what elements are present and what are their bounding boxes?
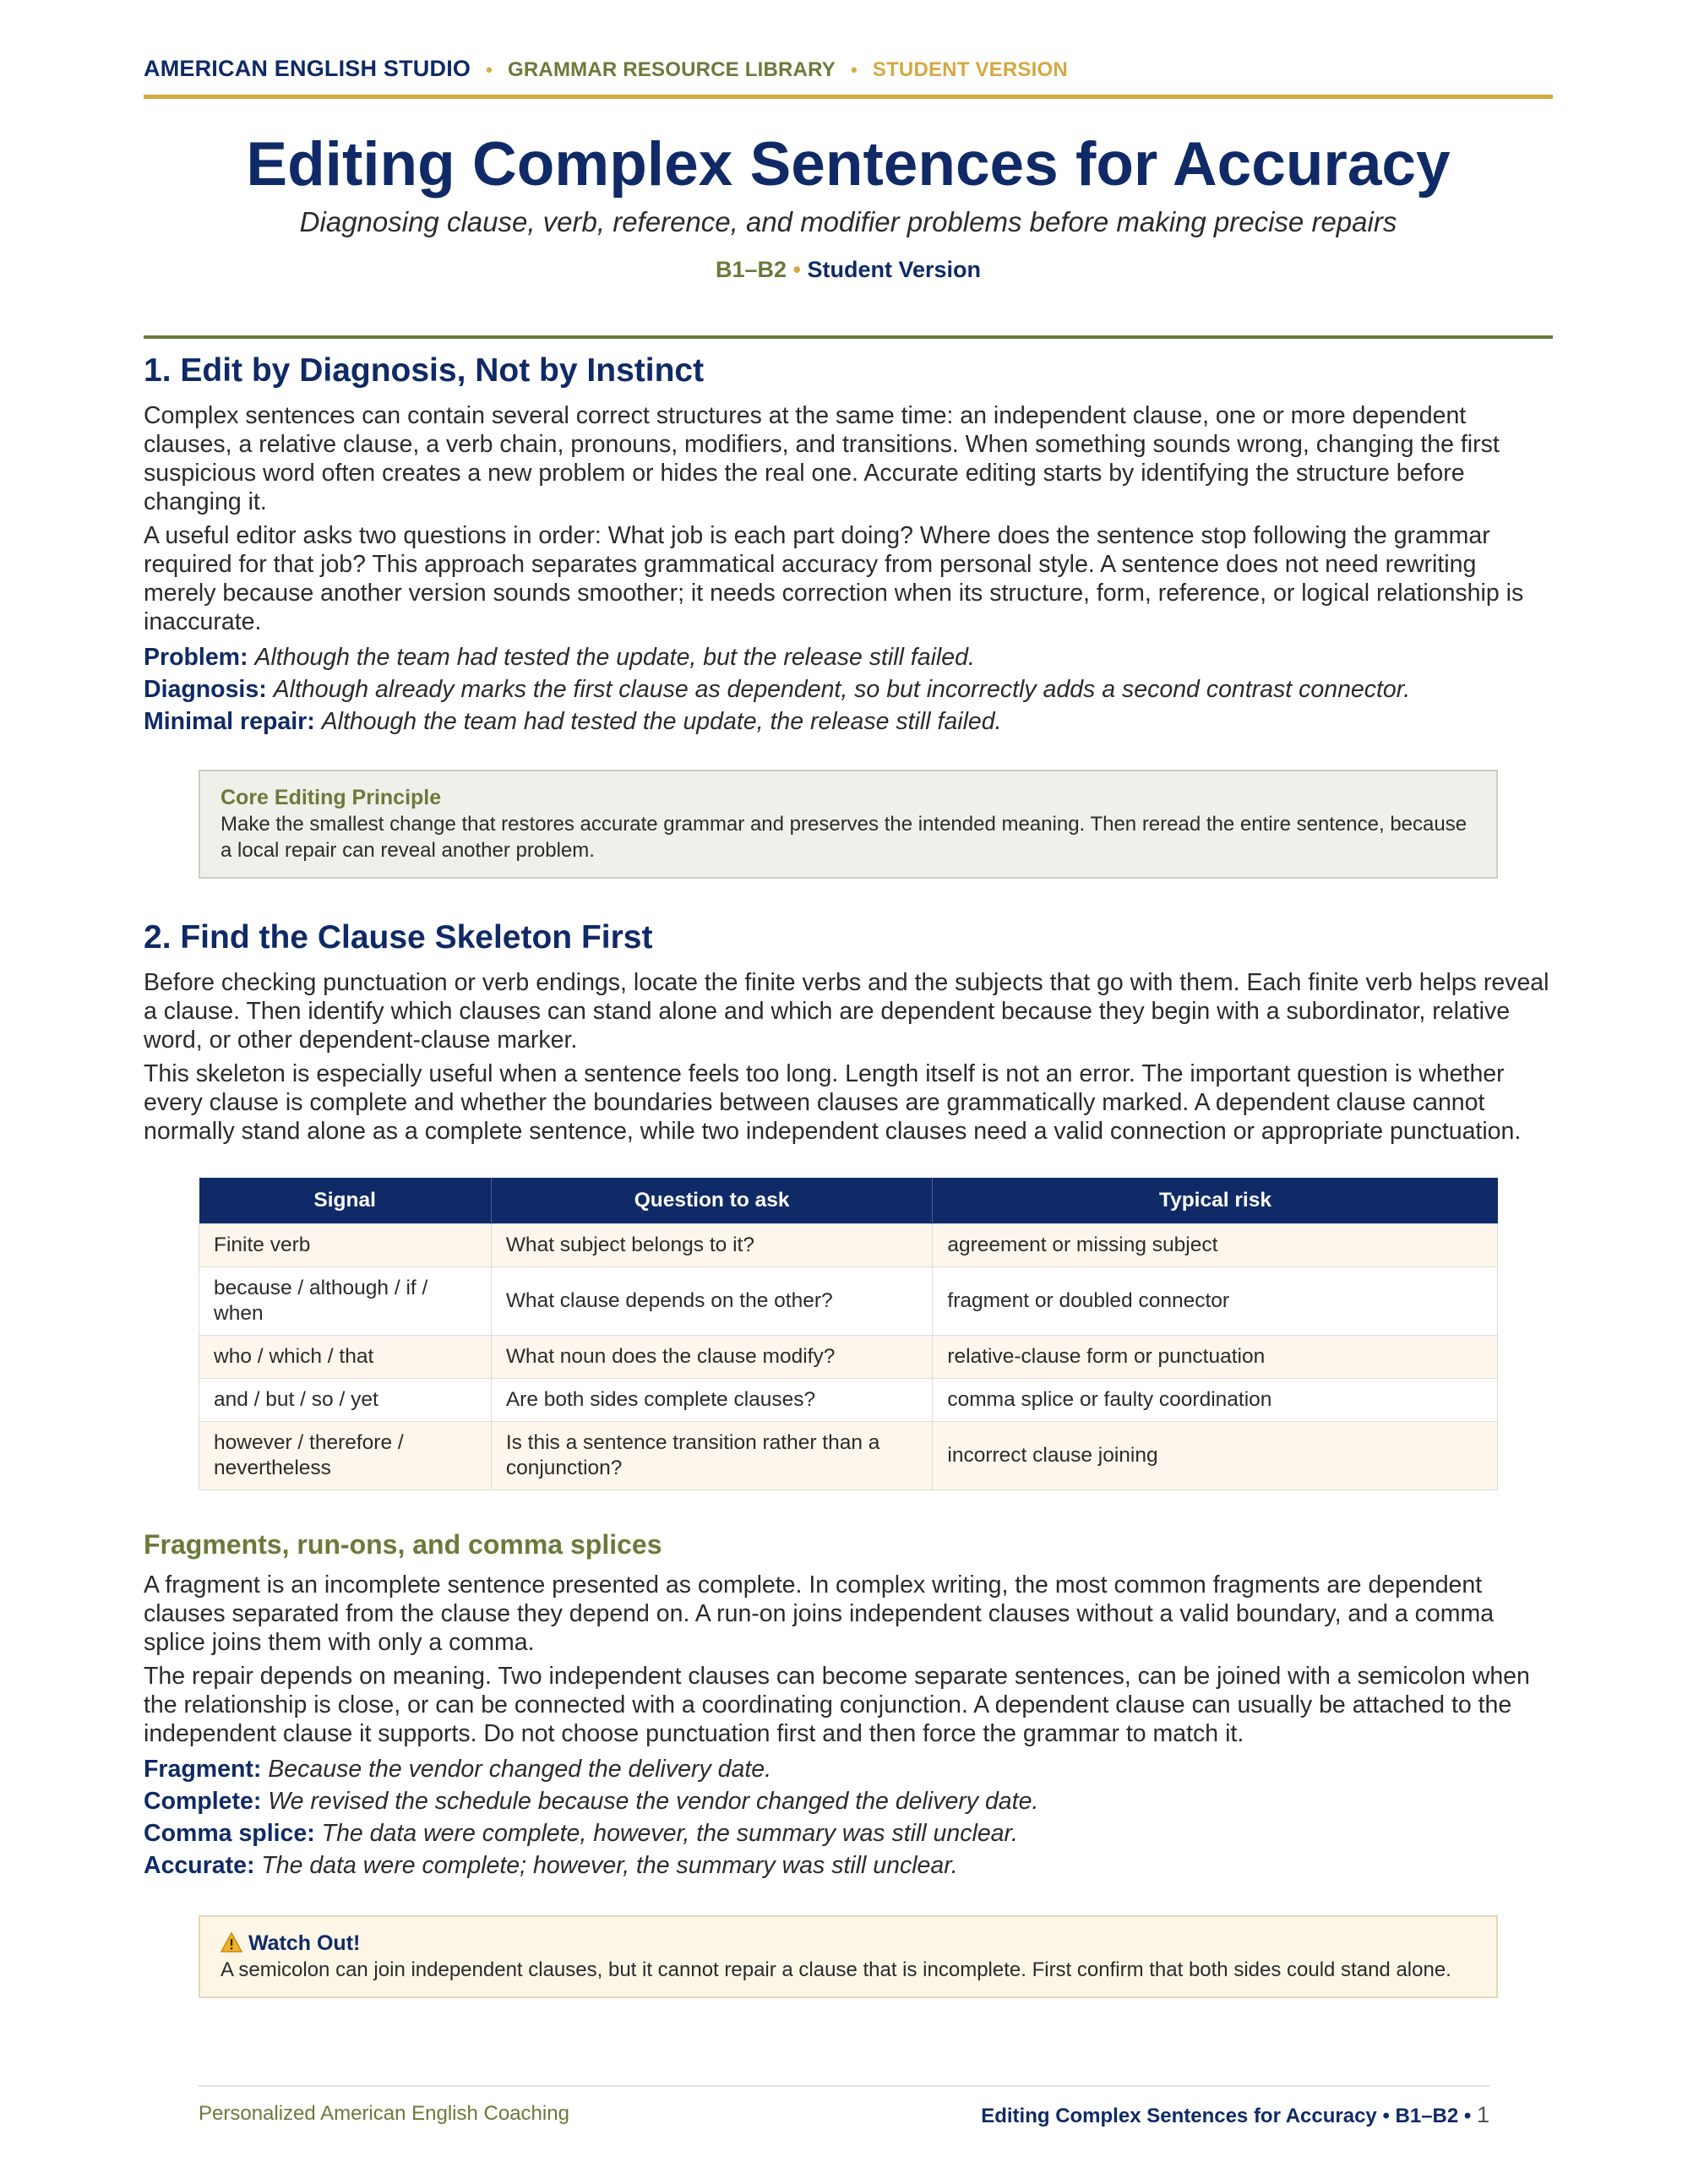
example-text: The data were complete, however, the summary was still unclear.: [321, 1819, 1018, 1847]
example-label: Comma splice:: [144, 1819, 315, 1847]
table-cell: relative-clause form or punctuation: [933, 1335, 1498, 1378]
paragraph: A fragment is an incomplete sentence presented as complete. In complex writing, the most common fragments are dependent clauses separated from the clause they depend on. A run-on joins independent clauses without a valid boundary, and a comma splice joins them with only a comma.: [144, 1571, 1495, 1656]
level-version: Student Version: [807, 256, 982, 282]
table-cell: Are both sides complete clauses?: [491, 1378, 933, 1421]
footer-title: Editing Complex Sentences for Accuracy • B1–B2 •: [981, 2105, 1472, 2127]
example-text: Although already marks the first clause as dependent, so but incorrectly adds a second contrast connector.: [273, 675, 1411, 703]
section-1-heading: 1. Edit by Diagnosis, Not by Instinct: [144, 351, 705, 389]
example-text: Although the team had tested the update, but the release still failed.: [254, 643, 975, 671]
page-footer: [199, 2085, 1489, 2127]
table-header-row: [199, 1178, 1498, 1224]
example-line: [144, 1849, 1553, 1882]
table-row: [199, 1378, 1498, 1421]
column-header: Typical risk: [933, 1178, 1498, 1224]
library-name: GRAMMAR RESOURCE LIBRARY: [508, 58, 836, 81]
paragraph: This skeleton is especially useful when a sentence feels too long. Length itself is not an error. The important question is whether every clause is complete and whether the boundaries between clauses are grammatically marked. A dependent clause cannot normally stand alone as a complete sentence, while two independent clauses need a valid connection or appropriate punctuation.: [144, 1059, 1522, 1145]
page-title: Editing Complex Sentences for Accuracy: [246, 130, 1451, 199]
paragraph: The repair depends on meaning. Two independent clauses can become separate sentences, can be joined with a semicolon when the relationship is close, or can be connected with a coordinating conjunction. A dependent clause can usually be attached to the independent clause it supports. Do not choose punctuation first and then force the grammar to match it.: [144, 1662, 1530, 1747]
masthead: [144, 56, 1553, 99]
example-text: The data were complete; however, the summary was still unclear.: [261, 1851, 958, 1879]
table-cell: Is this a sentence transition rather than a conjunction?: [491, 1421, 933, 1490]
paragraph: A useful editor asks two questions in order: What job is each part doing? Where does the sentence stop following the grammar required for that job? This approach separates grammatical accuracy from personal style. A sentence does not need rewriting merely because another version sounds smoother; it needs correction when its structure, form, reference, or logical relationship is inaccurate.: [144, 521, 1524, 635]
paragraph: Complex sentences can contain several correct structures at the same time: an independent clause, one or more dependent clauses, a relative clause, a verb chain, pronouns, modifiers, and transitions. When something sounds wrong, changing the first suspicious word often creates a new problem or hides the real one. Accurate editing starts by identifying the structure before changing it.: [144, 401, 1500, 515]
footer-left: Personalized American English Coaching: [199, 2102, 569, 2125]
example-label: Accurate:: [144, 1851, 255, 1879]
table-cell: What subject belongs to it?: [491, 1223, 933, 1266]
example-line: [144, 641, 1553, 673]
table-cell: because / although / if / when: [199, 1266, 492, 1335]
example-label: Problem:: [144, 643, 248, 671]
warning-title: Watch Out!: [248, 1931, 361, 1955]
level-separator: •: [792, 256, 801, 282]
example-line: [144, 705, 1553, 738]
table-cell: who / which / that: [199, 1335, 492, 1378]
table-row: [199, 1266, 1498, 1335]
table-row: [199, 1335, 1498, 1378]
document-page: [144, 0, 1553, 1998]
page-number: 1: [1476, 2102, 1489, 2127]
masthead-separator: •: [850, 59, 858, 80]
example-label: Complete:: [144, 1787, 262, 1815]
table-cell: incorrect clause joining: [933, 1421, 1498, 1490]
table-row: [199, 1223, 1498, 1266]
example-label: Minimal repair:: [144, 707, 315, 735]
example-label: Fragment:: [144, 1755, 262, 1783]
column-header: Signal: [199, 1178, 492, 1224]
example-text: Although the team had tested the update, the release still failed.: [321, 707, 1002, 735]
example-line: [144, 1753, 1553, 1785]
example-text: Because the vendor changed the delivery date.: [268, 1755, 772, 1783]
table-cell: fragment or doubled connector: [933, 1266, 1498, 1335]
table-cell: agreement or missing subject: [933, 1223, 1498, 1266]
warning-icon: [221, 1932, 242, 1953]
example-text: We revised the schedule because the vendor changed the delivery date.: [268, 1787, 1039, 1815]
table-cell: What clause depends on the other?: [491, 1266, 933, 1335]
level-range: B1–B2: [715, 256, 787, 282]
table-cell: Finite verb: [199, 1223, 492, 1266]
warning-title-line: [221, 1931, 1476, 1957]
principle-text: Make the smallest change that restores accurate grammar and preserves the intended meaning. Then reread the entire sentence, because a local repair can reveal another problem.: [221, 812, 1467, 862]
table-cell: comma splice or faulty coordination: [933, 1378, 1498, 1421]
level-line: [144, 257, 1553, 283]
page-subtitle: Diagnosing clause, verb, reference, and modifier problems before making precise repairs: [299, 205, 1397, 237]
masthead-separator: •: [486, 59, 493, 80]
version-label: STUDENT VERSION: [872, 58, 1068, 81]
column-header: Question to ask: [491, 1178, 933, 1224]
warning-box: [199, 1915, 1498, 1998]
section-2-heading: 2. Find the Clause Skeleton First: [144, 918, 653, 956]
example-line: [144, 1817, 1553, 1849]
brand-name: AMERICAN ENGLISH STUDIO: [144, 56, 471, 81]
principle-box: [199, 770, 1498, 879]
paragraph: Before checking punctuation or verb endings, locate the finite verbs and the subjects that go with them. Each finite verb helps reveal a clause. Then identify which clauses can stand alone and which are dependent because they begin with a subordinator, relative word, or other dependent-clause marker.: [144, 968, 1549, 1054]
example-line: [144, 1785, 1553, 1817]
example-line: [144, 673, 1553, 705]
warning-text: A semicolon can join independent clauses, but it cannot repair a clause that is incomplete. First confirm that both sides could stand alone.: [221, 1958, 1451, 1981]
title-divider: [144, 335, 1553, 339]
example-label: Diagnosis:: [144, 675, 267, 703]
table-row: [199, 1421, 1498, 1490]
table-cell: and / but / so / yet: [199, 1378, 492, 1421]
table-cell: What noun does the clause modify?: [491, 1335, 933, 1378]
table-cell: however / therefore / nevertheless: [199, 1421, 492, 1490]
footer-right: [981, 2102, 1489, 2128]
principle-title: Core Editing Principle: [221, 785, 442, 809]
subsection-heading: Fragments, run-ons, and comma splices: [144, 1528, 662, 1560]
clause-signal-table: [199, 1178, 1498, 1490]
